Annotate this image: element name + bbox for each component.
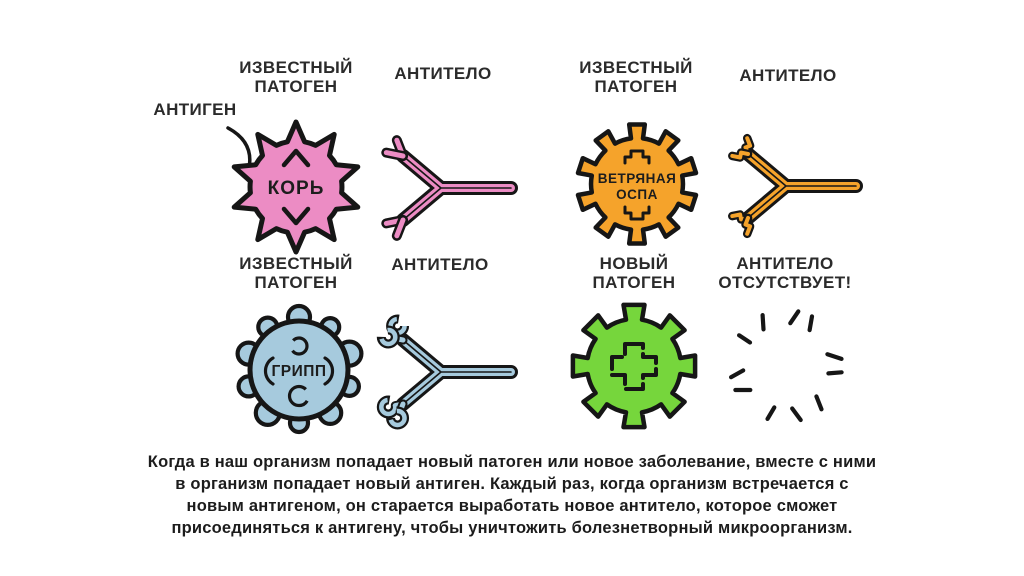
title-line: АНТИТЕЛО	[394, 64, 492, 83]
antigen-label: АНТИГЕН	[153, 100, 237, 119]
flu-virus-illustration	[224, 295, 374, 445]
caption-line: новым антигеном, он старается выработать новое антитело, которое сможет	[186, 497, 838, 515]
virus-name-label: ГРИПП	[271, 363, 327, 380]
antibody-title-measles	[353, 64, 533, 83]
measles-virus-illustration	[221, 109, 371, 259]
caption	[0, 451, 1024, 539]
new-pathogen-virus-illustration	[564, 296, 704, 436]
title-line: АНТИТЕЛО	[736, 254, 834, 273]
title-line: ПАТОГЕН	[592, 273, 676, 292]
title-line: АНТИТЕЛО	[391, 255, 489, 274]
antibody-title-chickenpox	[698, 66, 878, 85]
caption-line: присоединяться к антигену, чтобы уничтожить болезнетворный микроорганизм.	[171, 519, 853, 537]
virus-name-label: КОРЬ	[267, 178, 325, 199]
virus-name-label: ВЕТРЯНАЯ	[597, 171, 677, 186]
chickenpox-virus-illustration	[567, 111, 707, 255]
title-line: ПАТОГЕН	[254, 273, 338, 292]
title-line: ИЗВЕСТНЫЙ	[579, 58, 693, 77]
caption-line: Когда в наш организм попадает новый патоген или новое заболевание, вместе с ними	[147, 453, 877, 471]
virus-name-label: ОСПА	[616, 187, 658, 202]
title-line: ПАТОГЕН	[594, 77, 678, 96]
antibody-title-flu	[350, 255, 530, 274]
title-line: ОТСУТСТВУЕТ!	[718, 273, 852, 292]
title-line: НОВЫЙ	[599, 254, 669, 273]
title-line: ИЗВЕСТНЫЙ	[239, 254, 353, 273]
caption-line: в организм попадает новый антиген. Каждый раз, когда организм встречается с	[175, 475, 849, 493]
missing-antibody-dashes-illustration	[721, 301, 851, 431]
title-line: ИЗВЕСТНЫЙ	[239, 58, 353, 77]
flu-antibody-illustration	[375, 310, 519, 434]
measles-antibody-illustration	[375, 126, 519, 250]
virus-shape	[573, 305, 695, 427]
antibody-absent-title	[695, 254, 875, 292]
chickenpox-antibody-illustration	[720, 124, 864, 248]
title-line: ПАТОГЕН	[254, 77, 338, 96]
title-line: АНТИТЕЛО	[739, 66, 837, 85]
